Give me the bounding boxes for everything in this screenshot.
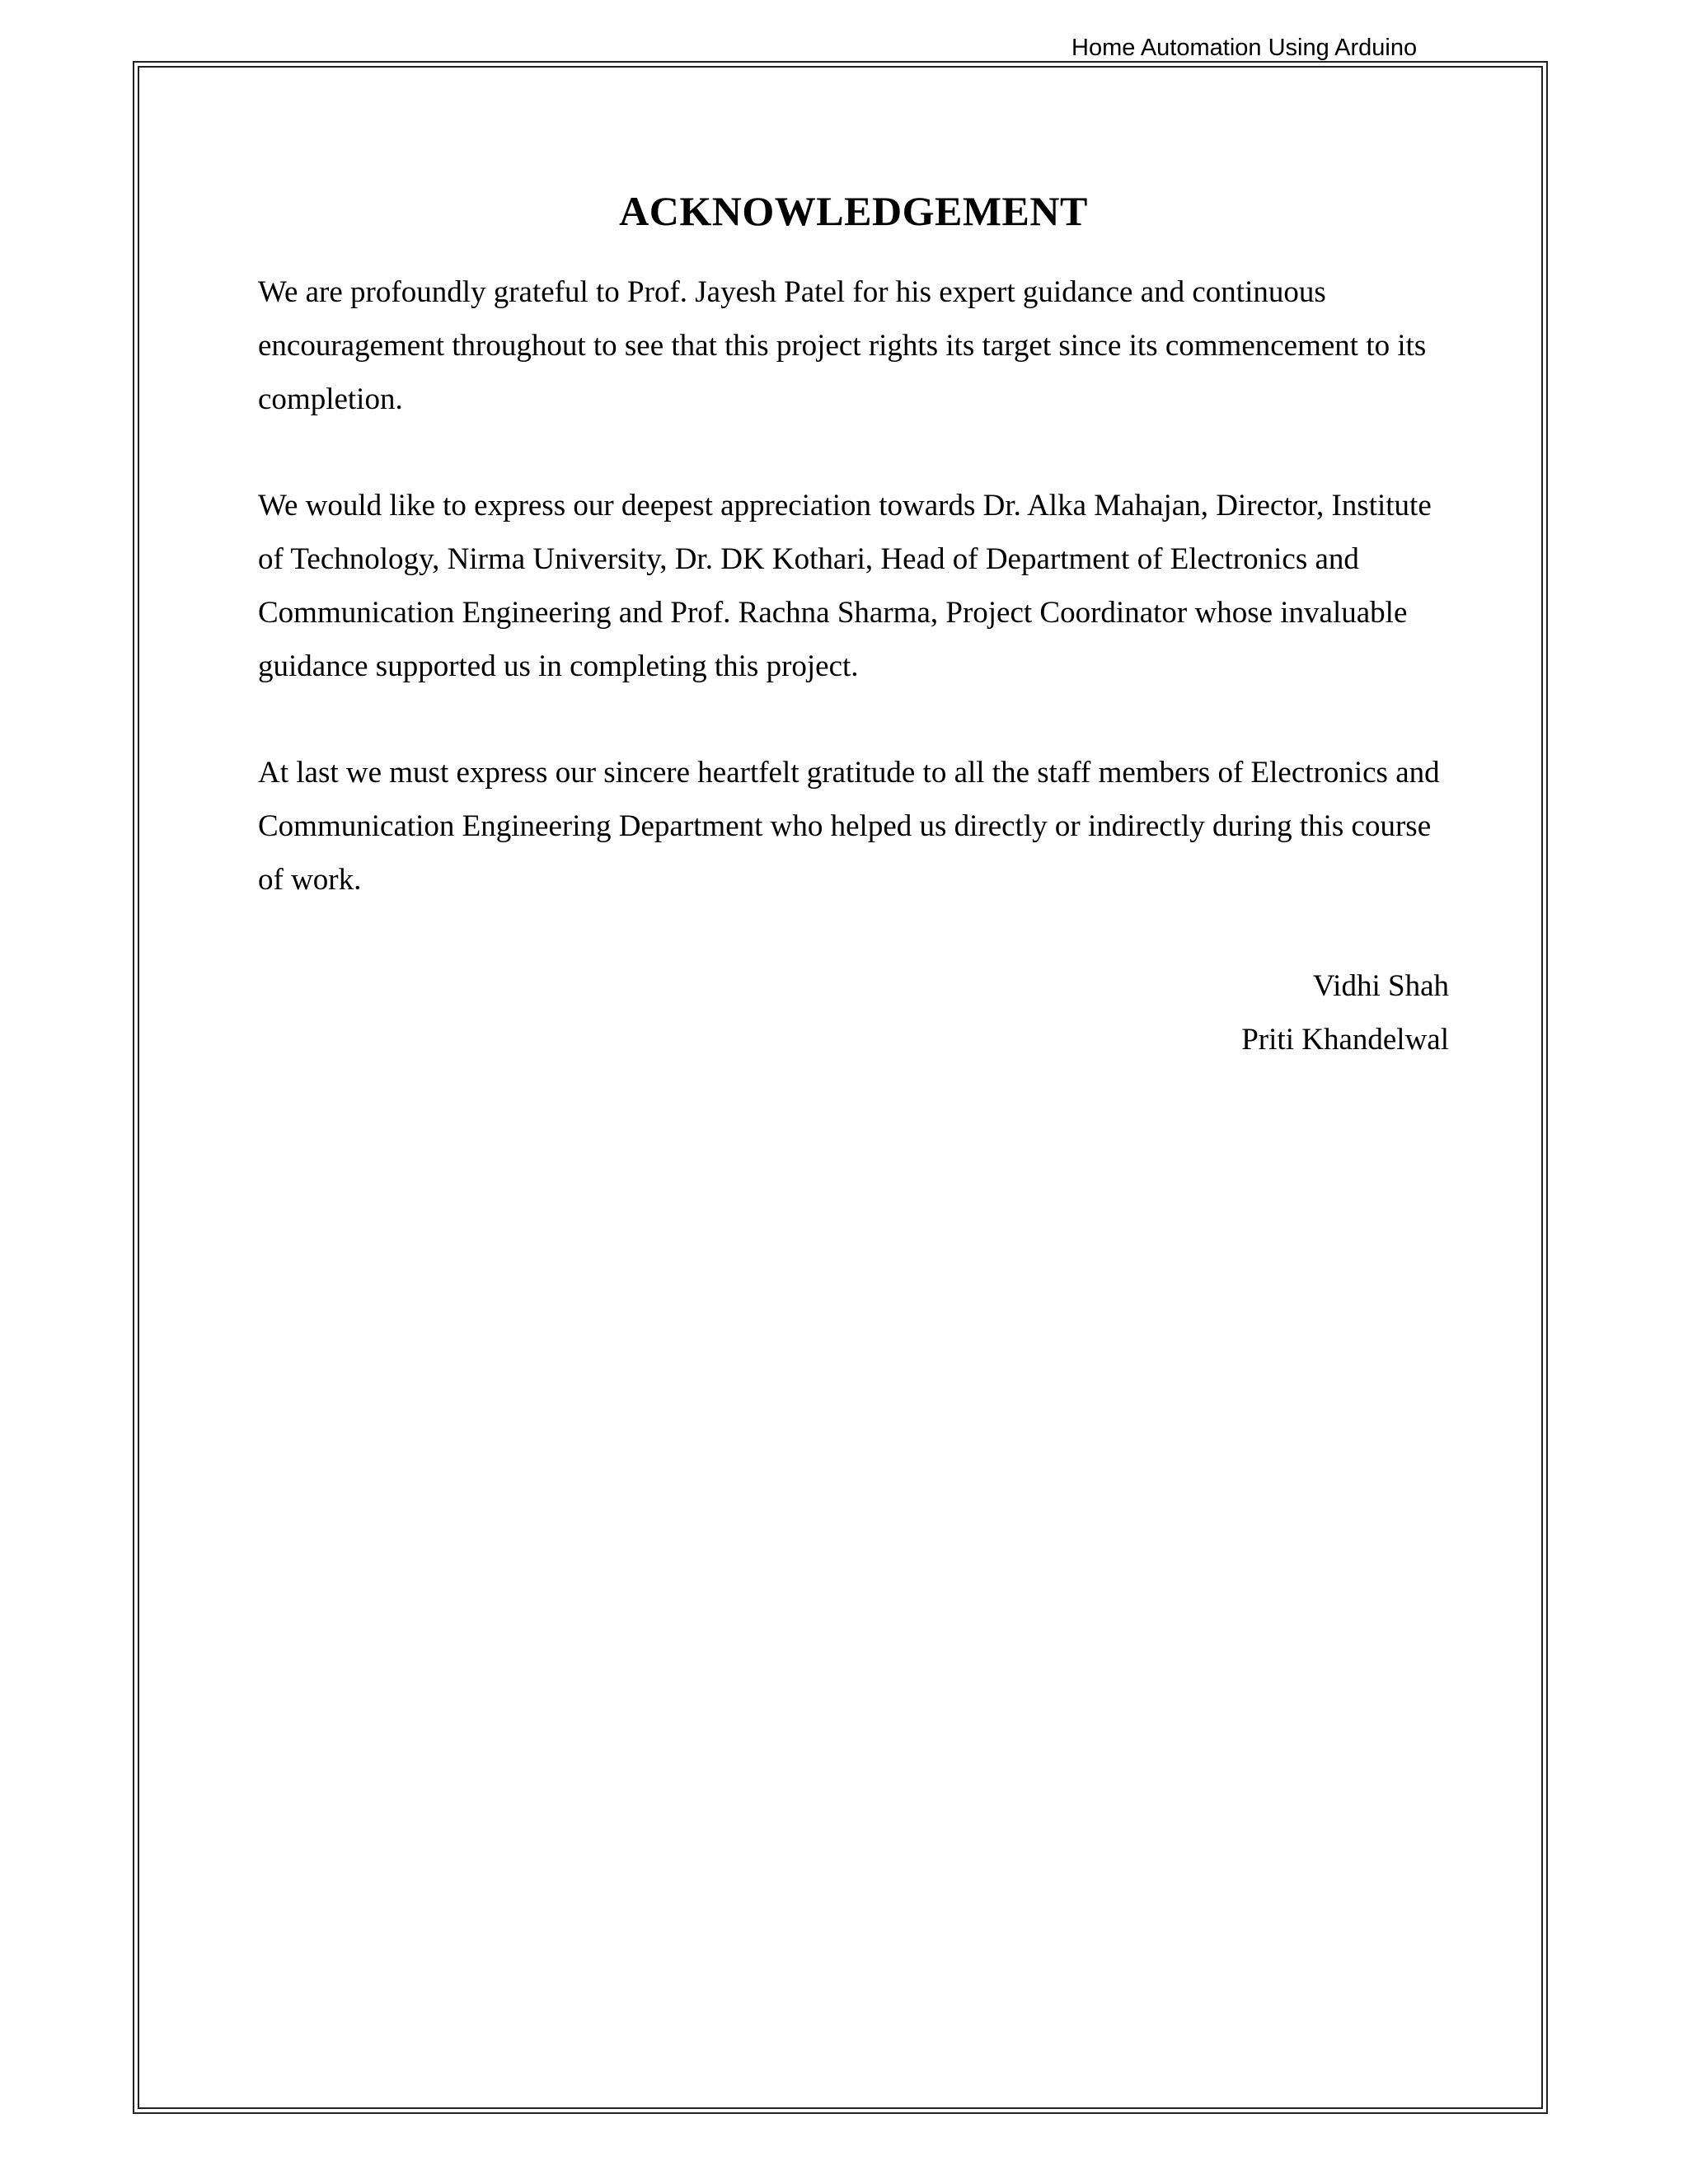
signatory-name: Vidhi Shah — [1312, 969, 1449, 1003]
paragraph-guidance: We are profoundly grateful to Prof. Jayesh Patel for his expert guidance and continuous encouragement throughout to see that this project rights its target since its commencement to its completion. — [258, 275, 1427, 416]
running-header: Home Automation Using Arduino — [1071, 35, 1418, 61]
signatory-name: Priti Khandelwal — [1241, 1023, 1449, 1057]
paragraph-gratitude: At last we must express our sincere heartfelt gratitude to all the staff members of Electronics and Communication Engineering Department who helped us directly or indirectly during this course of work. — [258, 756, 1440, 897]
page-content — [258, 181, 1449, 1066]
page-title: ACKNOWLEDGEMENT — [619, 188, 1088, 234]
signature-block — [258, 959, 1449, 1066]
paragraph-appreciation: We would like to express our deepest appreciation towards Dr. Alka Mahajan, Director, Institute of Technology, Nirma University, Dr. DK Kothari, Head of Department of Electronics and Communication Engineering and Prof. Rachna Sharma, Project Coordinator whose invaluable guidance supported us in completing this project. — [258, 489, 1432, 683]
